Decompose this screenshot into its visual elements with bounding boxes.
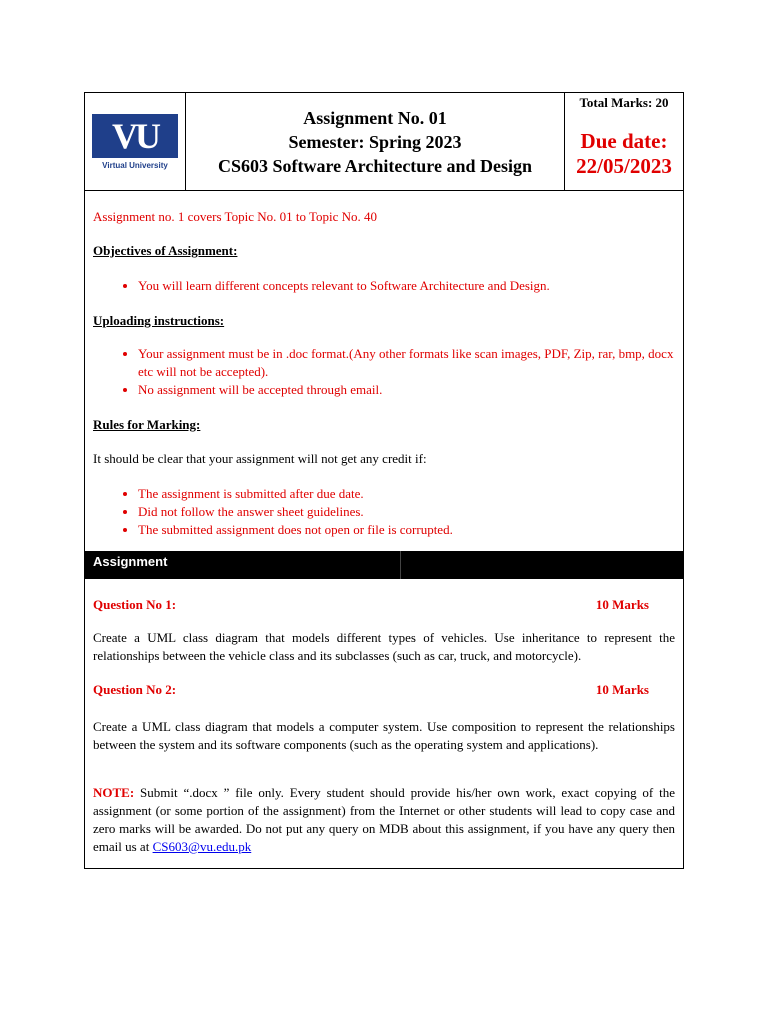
question-marks: 10 Marks [595,682,649,697]
note-paragraph [93,784,675,856]
question-label: Question No 2: [93,682,177,697]
email-link[interactable]: CS603@vu.edu.pk [152,839,252,854]
assignment-number: Assignment No. 01 [303,107,447,128]
note-label: NOTE: [93,785,135,800]
vu-logo-caption: Virtual University [102,160,168,170]
list-item: • Did not follow the answer sheet guidelines. [138,503,675,521]
uploading-heading: Uploading instructions: [93,313,225,328]
assignment-document [84,92,684,869]
questions-section [85,579,683,868]
semester: Semester: Spring 2023 [288,131,462,152]
objectives-list [93,277,675,295]
objectives-heading: Objectives of Assignment: [93,243,238,258]
list-item: • You will learn different concepts relevant to Software Architecture and Design. [138,277,675,295]
list-item: • The assignment is submitted after due date. [138,485,675,503]
due-date [576,129,672,179]
question-header [93,682,675,698]
assignment-bar [85,551,683,579]
question-marks: 10 Marks [595,597,649,612]
rules-list [93,485,675,539]
list-item: • No assignment will be accepted through email. [138,381,675,399]
due-date-value: 22/05/2023 [576,154,672,178]
total-marks: Total Marks: 20 [579,95,669,110]
vu-logo-text: VU [112,115,158,156]
assignment-bar-label: Assignment [85,551,401,579]
rules-lead: It should be clear that your assignment will not get any credit if: [93,451,427,466]
document-header [85,93,683,191]
course-title: CS603 Software Architecture and Design [218,155,532,176]
intro-text: Assignment no. 1 covers Topic No. 01 to Topic No. 40 [93,209,378,224]
question-label: Question No 1: [93,597,177,612]
note-text: Submit “.docx ” file only. Every student should provide his/her own work, exact copying of the assignment (or some portion of the assignment) from the Internet or other students will lead to copy case and zero marks will be awarded. Do not put any query on MDB about this assignment, if you have any query then email us at [93,785,675,854]
question-header [93,597,675,613]
logo-cell [85,93,186,190]
instructions-section [85,191,683,551]
due-date-label: Due date: [580,129,668,153]
question-text: Create a UML class diagram that models a computer system. Use composition to represent the relationships between the system and its software components (such as the operating system and applications). [93,719,675,752]
rules-heading: Rules for Marking: [93,417,201,432]
title-cell [186,93,565,190]
question-text: Create a UML class diagram that models different types of vehicles. Use inheritance to represent the relationships between the vehicle class and its subclasses (such as car, truck, and motorcycle). [93,630,675,663]
marks-cell [565,93,683,190]
list-item: • Your assignment must be in .doc format.(Any other formats like scan images, PDF, Zip, rar, bmp, docx etc will not be accepted). [138,345,675,381]
assignment-bar-spacer [401,551,683,579]
list-item: • The submitted assignment does not open or file is corrupted. [138,521,675,539]
uploading-list [93,345,675,399]
vu-logo [92,114,178,158]
